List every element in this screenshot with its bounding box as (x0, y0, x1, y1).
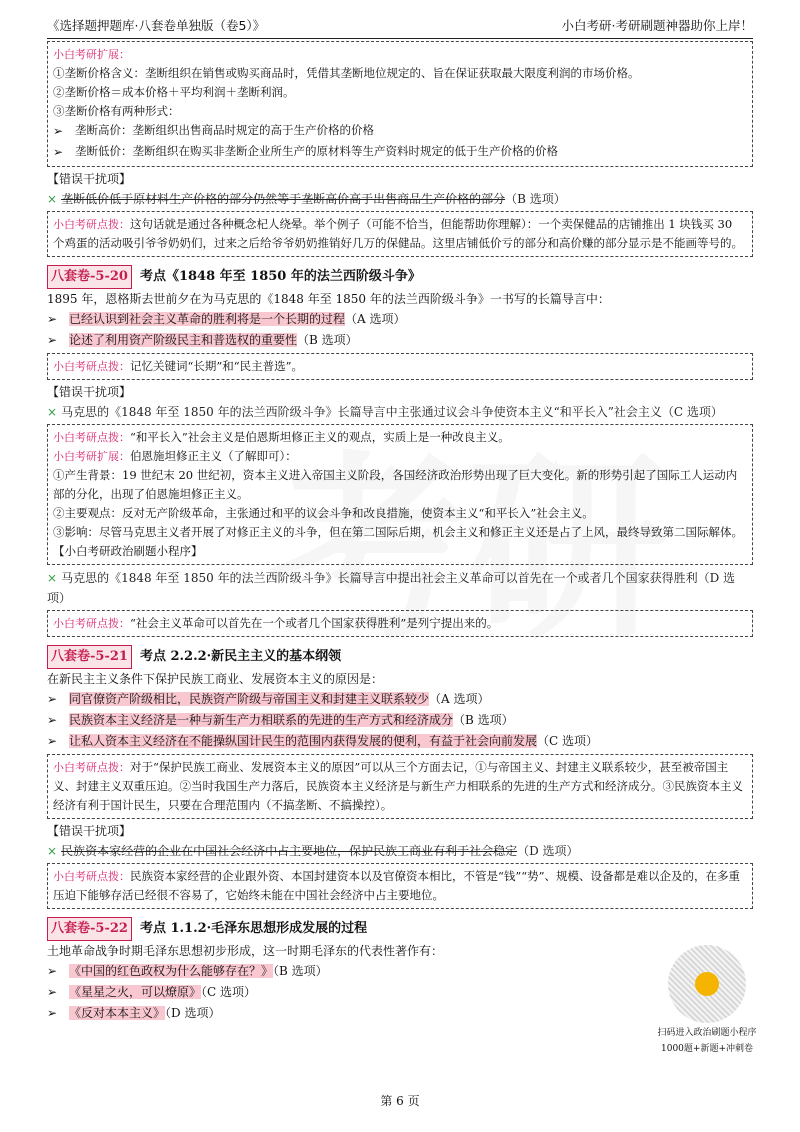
question-tag: 八套卷-5-21 (47, 645, 132, 669)
error-label: 【错误干扰项】 (47, 172, 132, 186)
qr-image (668, 945, 746, 1023)
box-title: 小白考研扩展： (53, 48, 130, 61)
question-tag: 八套卷-5-22 (47, 917, 132, 941)
ext-line: ③垄断价格有两种形式： (53, 104, 180, 118)
correct-option: ➢ 《星星之火，可以燎原》（C 选项） (47, 982, 753, 1003)
cross-icon: × (47, 571, 58, 585)
arrow-icon: ➢ (47, 964, 58, 978)
qr-code[interactable] (657, 945, 757, 1055)
arrow-icon: ➢ (53, 145, 64, 159)
correct-option: ➢ 论述了利用资产阶级民主和普选权的重要性（B 选项） (47, 330, 753, 351)
cross-icon: × (47, 192, 58, 206)
correct-option: ➢ 《反对本本主义》（D 选项） (47, 1003, 753, 1024)
correct-option: ➢ 同官僚资产阶级相比，民族资产阶级与帝国主义和封建主义联系较少（A 选项） (47, 689, 753, 710)
arrow-icon: ➢ (47, 333, 58, 347)
section-title: 八套卷-5-21 考点 2.2.2·新民主主义的基本纲领 (47, 645, 753, 669)
page-number: 第 6 页 (380, 1094, 420, 1108)
correct-option: ➢ 《中国的红色政权为什么能够存在？》（B 选项） (47, 961, 753, 982)
intro-text: 土地革命战争时期毛泽东思想初步形成，这一时期毛泽东的代表性著作有： (47, 944, 444, 958)
ext-line: ①垄断价格含义：垄断组织在销售或购买商品时，凭借其垄断地位规定的、旨在保证获取最大限度利润的市场价格。 (53, 66, 640, 80)
error-label: 【错误干扰项】 (47, 824, 132, 838)
page-content (47, 16, 753, 1024)
ext-line: ①产生背景：19 世纪末 20 世纪初，资本主义进入帝国主义阶段，各国经济政治形势出现了巨大变化。新的形势引起了国际工人运动内部的分化，出现了伯恩施坦修正主义。 (53, 468, 738, 501)
extension-box (47, 41, 753, 167)
header-right: 小白考研·考研刷题神器助你上岸！ (561, 18, 753, 33)
arrow-icon: ➢ (47, 985, 58, 999)
arrow-icon: ➢ (47, 713, 58, 727)
correct-option: ➢ 让私人资本主义经济在不能操纵国计民生的范围内获得发展的便利，有益于社会向前发展（C 选项） (47, 731, 753, 752)
hint-box: 小白考研点拨：对于“保护民族工商业、发展资本主义的原因”可以从三个方面去记，①与帝国主义、封建主义联系较少，甚至被帝国主义、封建主义双重压迫。②当时我国生产力落后，民族资本主义经济是与新生产力相联系的先进的生产方式和经济成分。③民族资本主义经济有利于国计民生，只要在合理范围内（不搞垄断、不搞操控）。 (47, 754, 753, 819)
correct-option: ➢ 已经认识到社会主义革命的胜利将是一个长期的过程（A 选项） (47, 309, 753, 330)
error-label: 【错误干扰项】 (47, 385, 132, 399)
arrow-icon: ➢ (47, 312, 58, 326)
cross-icon: × (47, 405, 58, 419)
arrow-icon: ➢ (53, 124, 64, 138)
hint-box: 小白考研点拨：民族资本家经营的企业跟外资、本国封建资本以及官僚资本相比，不管是“钱”“势”、规模、设备都是难以企及的，在多重压迫下能够存活已经很不容易了，它始终未能在中国社会经济中占主要地位。 (47, 863, 753, 909)
list-item: ➢ 垄断低价：垄断组织在购买非垄断企业所生产的原材料等生产资料时规定的低于生产价格的价格 (53, 142, 747, 163)
ext-line: ②主要观点：反对无产阶级革命，主张通过和平的议会斗争和改良措施，使资本主义“和平长入”社会主义。 (53, 506, 594, 520)
wrong-option: × 民族资本家经营的企业在中国社会经济中占主要地位，保护民族工商业有利于社会稳定（D 选项） (47, 844, 579, 858)
qr-caption: 1000题+新题+冲刺卷 (661, 1044, 753, 1054)
page-header (47, 16, 753, 39)
hint-box: 小白考研点拨：“和平长入”社会主义是伯恩斯坦修正主义的观点，实质上是一种改良主义。 小白考研扩展：伯恩施坦修正主义（了解即可）： ①产生背景：19 世纪末 20 世纪初，资本主义进入帝国主义阶段，各国经济政治形势出现了巨大变化。新的形势引起了国际工人运动内部的分化，出现了伯恩施坦修正主义。 ②主要观点：反对无产阶级革命，主张通过和平的议会斗争和改良措施，使资本主义“和平长入”社会主义。 ③影响：尽管马克思主义者开展了对修正主义的斗争，但在第二国际后期，机会主义和修正主义还是占了上风，最终导致第二国际解体。【小白考研政治刷题小程序】 (47, 424, 753, 565)
arrow-icon: ➢ (47, 1006, 58, 1020)
ext-line: ③影响：尽管马克思主义者开展了对修正主义的斗争，但在第二国际后期，机会主义和修正主义还是占了上风，最终导致第二国际解体。【小白考研政治刷题小程序】 (53, 525, 743, 558)
arrow-icon: ➢ (47, 734, 58, 748)
cross-icon: × (47, 844, 58, 858)
wrong-option: × 马克思的《1848 年至 1850 年的法兰西阶级斗争》长篇导言中主张通过议会斗争使资本主义“和平长入”社会主义（C 选项） (47, 405, 723, 419)
ext-line: ②垄断价格＝成本价格＋平均利润＋垄断利润。 (53, 85, 295, 99)
wrong-option: × 垄断低价低于原材料生产价格的部分仍然等于垄断高价高于出售商品生产价格的部分（B 选项） (47, 192, 566, 206)
qr-caption: 扫码进入政治刷题小程序 (657, 1028, 757, 1038)
list-item: ➢ 垄断高价：垄断组织出售商品时规定的高于生产价格的价格 (53, 121, 747, 142)
arrow-icon: ➢ (47, 692, 58, 706)
hint-box: 小白考研点拨：记忆关键词“长期”和“民主普选”。 (47, 353, 753, 380)
wrong-option: × 马克思的《1848 年至 1850 年的法兰西阶级斗争》长篇导言中提出社会主义革命可以首先在一个或者几个国家获得胜利（D 选项） (47, 571, 736, 605)
intro-text: 1895 年，恩格斯去世前夕在为马克思的《1848 年至 1850 年的法兰西阶级斗争》一书写的长篇导言中： (47, 292, 610, 306)
hint-box: 小白考研点拨：“社会主义革命可以首先在一个或者几个国家获得胜利”是列宁提出来的。 (47, 610, 753, 637)
hint-box: 小白考研点拨：这句话就是通过各种概念杞人绕晕。举个例子（可能不恰当，但能帮助你理解）：一个卖保健品的店铺推出 1 块钱买 30 个鸡蛋的活动吸引爷爷奶奶们，过来之后给爷爷奶奶推销好几万的保健品。这里店铺低价亏的部分和高价赚的部分显示是不能画等号的。 (47, 211, 753, 257)
section-title: 八套卷-5-20 考点《1848 年至 1850 年的法兰西阶级斗争》 (47, 265, 753, 289)
logo-icon (695, 972, 719, 996)
correct-option: ➢ 民族资本主义经济是一种与新生产力相联系的先进的生产方式和经济成分（B 选项） (47, 710, 753, 731)
header-left: 《选择题押题库·八套卷单独版（卷5）》 (47, 18, 266, 33)
intro-text: 在新民主主义条件下保护民族工商业、发展资本主义的原因是： (47, 672, 384, 686)
section-title: 八套卷-5-22 考点 1.1.2·毛泽东思想形成发展的过程 (47, 917, 753, 941)
question-tag: 八套卷-5-20 (47, 265, 132, 289)
